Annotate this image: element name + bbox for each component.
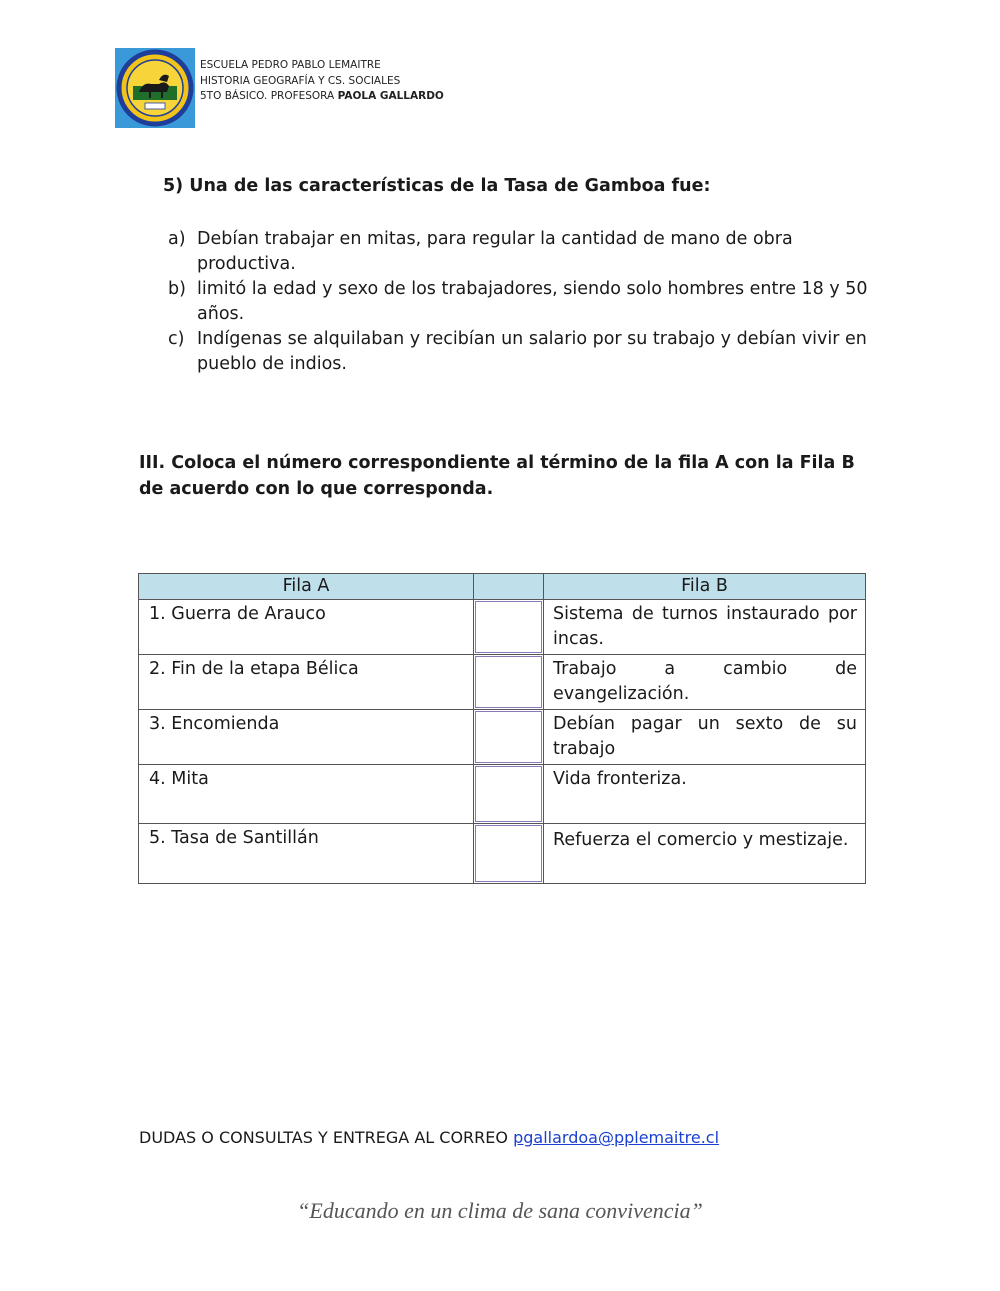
school-seal-icon [115, 48, 195, 128]
answer-box[interactable] [475, 825, 542, 882]
fila-b-cell: Sistema de turnos instaurado por incas. [544, 600, 866, 655]
table-row [139, 710, 866, 765]
answer-box[interactable] [475, 711, 542, 763]
grade-prefix: 5TO BÁSICO. PROFESORA [200, 90, 335, 102]
fila-a-cell: 1. Guerra de Arauco [139, 600, 474, 655]
header-fila-b: Fila B [544, 574, 866, 600]
header-fila-a: Fila A [139, 574, 474, 600]
option-letter: a) [168, 229, 186, 249]
matching-table [138, 573, 866, 884]
school-name: ESCUELA PEDRO PABLO LEMAITRE [200, 59, 381, 71]
table-row [139, 655, 866, 710]
email-link[interactable]: pgallardoa@pplemaitre.cl [513, 1128, 720, 1147]
header-answer [474, 574, 544, 600]
fila-a-cell: 5. Tasa de Santillán [139, 824, 474, 884]
option-letter: b) [168, 279, 186, 299]
footer-contact [139, 1128, 719, 1147]
answer-box[interactable] [475, 601, 542, 653]
question-5-title: 5) Una de las características de la Tasa de Gamboa fue: [163, 176, 711, 196]
teacher-name: PAOLA GALLARDO [337, 90, 444, 102]
table-row [139, 600, 866, 655]
subject-name: HISTORIA GEOGRAFÍA Y CS. SOCIALES [200, 74, 401, 87]
table-row [139, 765, 866, 824]
fila-a-cell: 4. Mita [139, 765, 474, 824]
fila-b-cell: Refuerza el comercio y mestizaje. [544, 824, 866, 884]
fila-b-cell: Trabajo a cambio de evangelización. [544, 655, 866, 710]
fila-a-cell: 3. Encomienda [139, 710, 474, 765]
option-text: Indígenas se alquilaban y recibían un salario por su trabajo y debían vivir en pueblo de indios. [197, 329, 867, 374]
footer-text: DUDAS O CONSULTAS Y ENTREGA AL CORREO [139, 1128, 514, 1147]
school-header [200, 58, 444, 105]
option-b [168, 277, 868, 327]
option-text: limitó la edad y sexo de los trabajadores, siendo solo hombres entre 18 y 50 años. [197, 279, 868, 324]
option-text: Debían trabajar en mitas, para regular la cantidad de mano de obra productiva. [197, 229, 793, 274]
table-row [139, 824, 866, 884]
question-5-options [168, 227, 868, 377]
answer-box[interactable] [475, 656, 542, 708]
option-letter: c) [168, 329, 185, 349]
answer-box[interactable] [475, 766, 542, 822]
fila-a-cell: 2. Fin de la etapa Bélica [139, 655, 474, 710]
option-c [168, 327, 868, 377]
school-logo [115, 48, 195, 128]
grade-teacher-line [200, 89, 444, 105]
section-3-title: III. Coloca el número correspondiente al término de la fila A con la Fila B de acuerdo con lo que corresponda. [139, 453, 855, 499]
option-a [168, 227, 868, 277]
fila-b-cell: Vida fronteriza. [544, 765, 866, 824]
school-motto: “Educando en un clima de sana convivencia” [297, 1198, 703, 1223]
fila-b-cell: Debían pagar un sexto de su trabajo [544, 710, 866, 765]
